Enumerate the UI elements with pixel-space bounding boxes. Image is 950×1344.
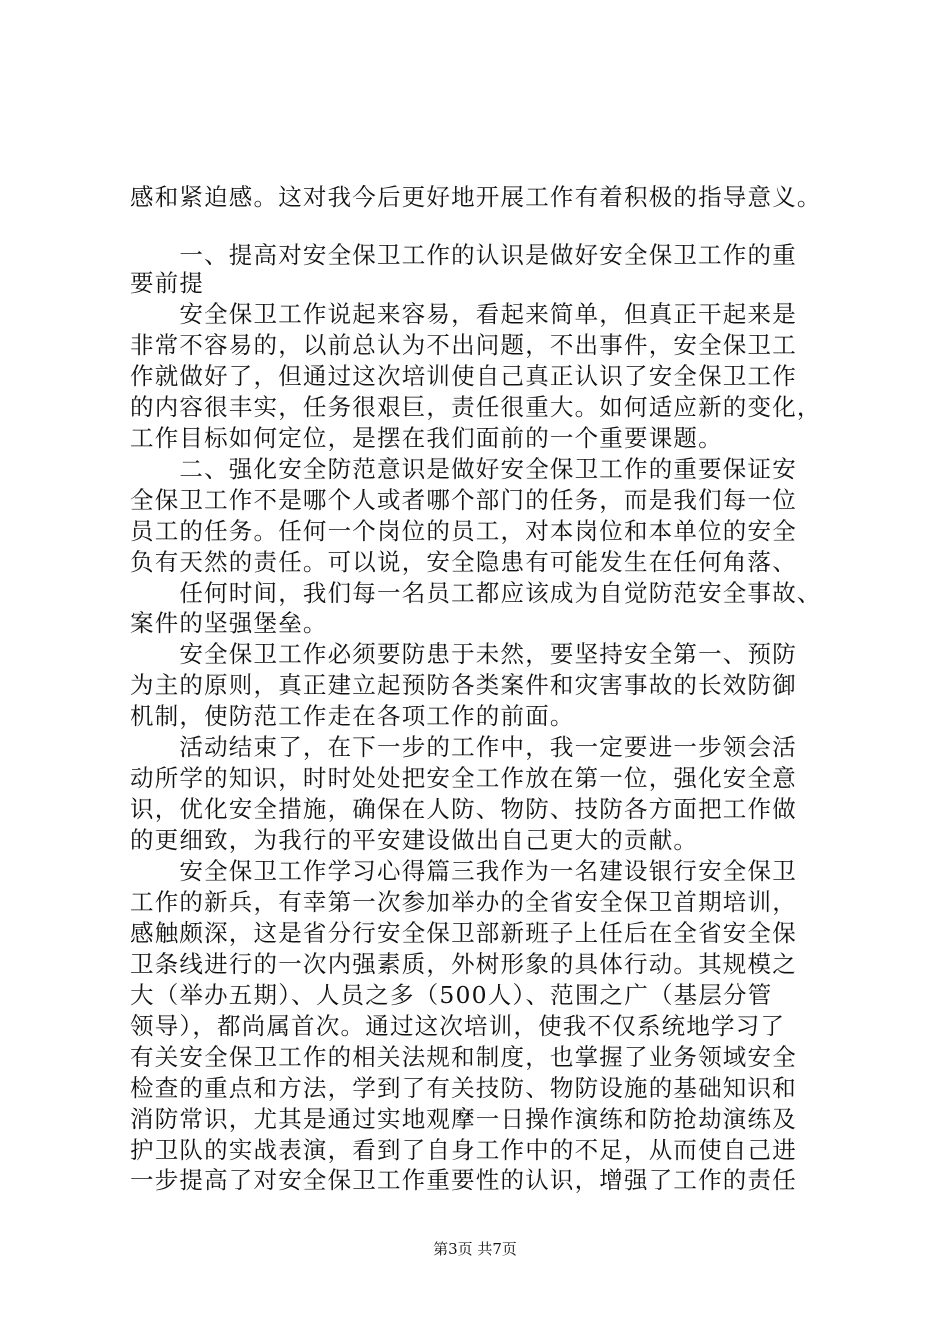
text-line: 安全保卫工作必须要防患于未然，要坚持安全第一、预防 (130, 640, 797, 668)
section-heading: 二、强化安全防范意识是做好安全保卫工作的重要保证安 (130, 455, 797, 483)
text-line: 的更细致，为我行的平安建设做出自己更大的贡献。 (130, 826, 699, 854)
text-line: 检查的重点和方法，学到了有关技防、物防设施的基础知识和 (130, 1074, 797, 1102)
text-line: 有关安全保卫工作的相关法规和制度，也掌握了业务领域安全 (130, 1043, 797, 1071)
page-number-footer: 第3页 共7页 (433, 1240, 517, 1258)
text-line: 识，优化安全措施，确保在人防、物防、技防各方面把工作做 (130, 795, 797, 823)
text-line: 安全保卫工作学习心得篇三我作为一名建设银行安全保卫 (130, 857, 797, 885)
text-line: 工作目标如何定位，是摆在我们面前的一个重要课题。 (130, 424, 723, 452)
text-line: 非常不容易的，以前总认为不出问题，不出事件，安全保卫工 (130, 331, 797, 359)
text-line: 机制，使防范工作走在各项工作的前面。 (130, 702, 575, 730)
text-line: 为主的原则，真正建立起预防各类案件和灾害事故的长效防御 (130, 671, 797, 699)
text-line: 负有天然的责任。可以说，安全隐患有可能发生在任何角落、 (130, 548, 797, 576)
text-line: 员工的任务。任何一个岗位的员工，对本岗位和本单位的安全 (130, 517, 797, 545)
text-line: 卫条线进行的一次内强素质，外树形象的具体行动。其规模之 (130, 950, 797, 978)
text-line: 活动结束了，在下一步的工作中，我一定要进一步领会活 (130, 733, 797, 761)
text-line: 作就做好了，但通过这次培训使自己真正认识了安全保卫工作 (130, 362, 797, 390)
section-heading: 一、提高对安全保卫工作的认识是做好安全保卫工作的重 (130, 241, 797, 269)
text-line: 动所学的知识，时时处处把安全工作放在第一位，强化安全意 (130, 764, 797, 792)
text-line: 一步提高了对安全保卫工作重要性的认识，增强了工作的责任 (130, 1166, 797, 1194)
section-heading: 要前提 (130, 269, 205, 297)
text-line: 消防常识，尤其是通过实地观摩一日操作演练和防抢劫演练及 (130, 1105, 797, 1133)
text-line: 任何时间，我们每一名员工都应该成为自觉防范安全事故、 (130, 579, 822, 607)
text-line: 大（举办五期）、人员之多（500人）、范围之广（基层分管 (130, 981, 773, 1009)
text-line: 全保卫工作不是哪个人或者哪个部门的任务，而是我们每一位 (130, 486, 797, 514)
text-line: 感触颇深，这是省分行安全保卫部新班子上任后在全省安全保 (130, 919, 797, 947)
text-line: 的内容很丰实，任务很艰巨，责任很重大。如何适应新的变化， (130, 393, 822, 421)
text-line: 领导），都尚属首次。通过这次培训，使我不仅系统地学习了 (130, 1012, 786, 1040)
text-line: 感和紧迫感。这对我今后更好地开展工作有着积极的指导意义。 (130, 183, 822, 211)
text-line: 案件的坚强堡垒。 (130, 609, 328, 637)
text-line: 护卫队的实战表演，看到了自身工作中的不足，从而使自己进 (130, 1136, 797, 1164)
text-line: 工作的新兵，有幸第一次参加举办的全省安全保卫首期培训， (130, 888, 797, 916)
text-line: 安全保卫工作说起来容易，看起来简单，但真正干起来是 (130, 300, 797, 328)
